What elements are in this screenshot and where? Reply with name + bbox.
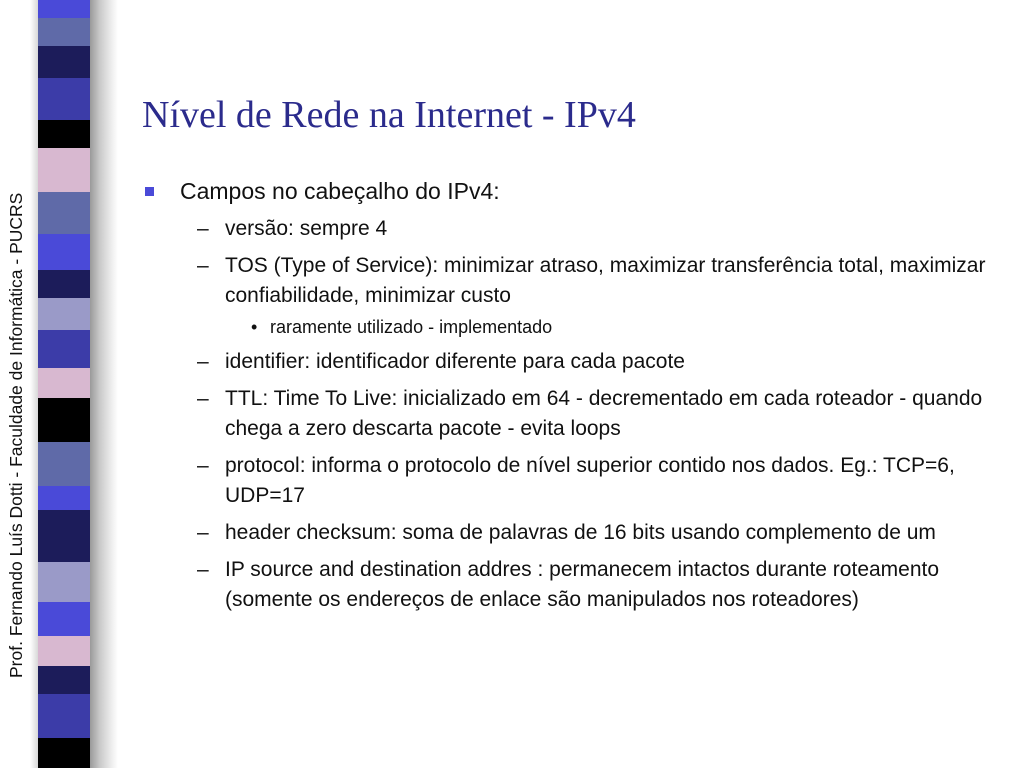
sub-bullet-identifier bbox=[142, 347, 1002, 377]
strip-block bbox=[38, 368, 90, 398]
dash-marker: – bbox=[197, 217, 209, 240]
strip-block bbox=[38, 636, 90, 666]
dash-marker: – bbox=[197, 387, 209, 410]
sub-bullet-text: versão: sempre 4 bbox=[225, 217, 388, 240]
sub-bullet-text: protocol: informa o protocolo de nível superior contido nos dados. Eg.: TCP=6, UDP=17 bbox=[225, 454, 955, 507]
strip-block bbox=[38, 666, 90, 694]
main-bullet-text: Campos no cabeçalho do IPv4: bbox=[180, 178, 500, 204]
strip-block bbox=[38, 78, 90, 120]
dash-marker: – bbox=[197, 350, 209, 373]
sub-bullet-checksum bbox=[142, 518, 1002, 548]
sidebar-decorative-strip bbox=[38, 0, 90, 768]
strip-block bbox=[38, 270, 90, 298]
dot-marker: • bbox=[251, 317, 258, 337]
dash-marker: – bbox=[197, 454, 209, 477]
strip-block bbox=[38, 510, 90, 562]
sub-bullet-text: IP source and destination addres : permanecem intactos durante roteamento (somente os endereços de enlace são manipulados nos roteadores) bbox=[225, 558, 940, 611]
strip-block bbox=[38, 694, 90, 738]
strip-block bbox=[38, 18, 90, 46]
sub-bullet-addresses bbox=[142, 555, 1002, 615]
strip-block bbox=[38, 148, 90, 192]
strip-block bbox=[38, 234, 90, 270]
sidebar-footer-text: Prof. Fernando Luís Dotti - Faculdade de Informática - PUCRS bbox=[6, 192, 26, 678]
strip-block bbox=[38, 486, 90, 510]
sub-bullet-text: TOS (Type of Service): minimizar atraso, maximizar transferência total, maximizar confiabilidade, minimizar custo bbox=[225, 254, 986, 307]
dash-marker: – bbox=[197, 521, 209, 544]
square-bullet-icon bbox=[145, 187, 154, 196]
dash-marker: – bbox=[197, 254, 209, 277]
strip-block bbox=[38, 192, 90, 234]
strip-block bbox=[38, 398, 90, 442]
strip-block bbox=[38, 330, 90, 368]
strip-block bbox=[38, 562, 90, 602]
sub-sub-bullet-tos-note bbox=[142, 315, 1002, 339]
sub-bullet-text: TTL: Time To Live: inicializado em 64 - decrementado em cada roteador - quando chega a zero descarta pacote - evita loops bbox=[225, 387, 983, 440]
sidebar-shadow bbox=[90, 0, 118, 768]
strip-block bbox=[38, 120, 90, 148]
strip-block bbox=[38, 46, 90, 78]
sidebar-shadow-left bbox=[30, 0, 38, 768]
sub-bullet-text: identifier: identificador diferente para cada pacote bbox=[225, 350, 685, 373]
sub-bullet-protocol bbox=[142, 451, 1002, 511]
strip-block bbox=[38, 298, 90, 330]
dash-marker: – bbox=[197, 558, 209, 581]
strip-block bbox=[38, 442, 90, 486]
strip-block bbox=[38, 738, 90, 768]
sub-bullet-ttl bbox=[142, 384, 1002, 444]
slide-content bbox=[142, 176, 1002, 622]
sub-bullet-version bbox=[142, 214, 1002, 244]
sub-bullet-text: header checksum: soma de palavras de 16 bits usando complemento de um bbox=[225, 521, 936, 544]
strip-block bbox=[38, 0, 90, 18]
main-bullet bbox=[142, 176, 1002, 206]
sub-sub-bullet-text: raramente utilizado - implementado bbox=[270, 317, 553, 337]
sub-bullet-tos bbox=[142, 251, 1002, 311]
strip-block bbox=[38, 602, 90, 636]
slide-title: Nível de Rede na Internet - IPv4 bbox=[142, 94, 636, 136]
